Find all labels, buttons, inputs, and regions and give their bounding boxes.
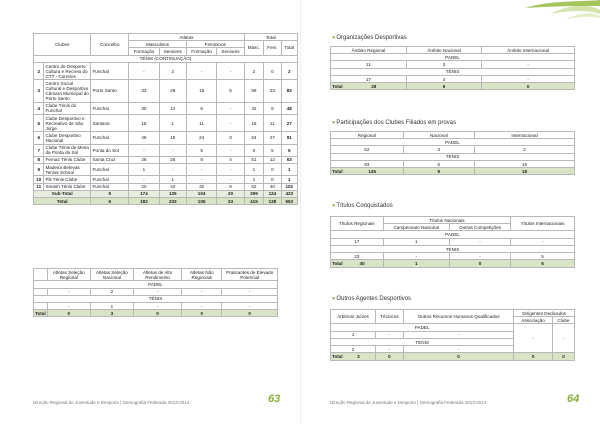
club-row <box>34 102 298 114</box>
bullet-icon: » <box>332 296 336 302</box>
t2-header-elevado-potencial: Praticantes de Elevado Potencial <box>222 269 278 281</box>
part-section-tenis: TÉNIS <box>331 153 575 160</box>
club-concelho: Porto Santo <box>91 80 129 102</box>
club-tot: 48 <box>281 102 297 114</box>
subtotal-masc: 299 <box>244 190 264 197</box>
ag-total-c3: 0 <box>514 353 553 360</box>
club-concelho: Santana <box>91 114 129 131</box>
club-fs: - <box>217 62 244 79</box>
t2-section-tenis: TÉNIS <box>34 295 278 302</box>
ag-merged-associacao: - <box>514 324 553 353</box>
club-row-number: 7 <box>34 144 44 156</box>
tit-padel-c3: - <box>511 238 575 245</box>
club-masc: 64 <box>244 132 264 144</box>
club-tot: 91 <box>281 132 297 144</box>
club-fs: - <box>217 144 244 156</box>
part-tenis-c2: 16 <box>474 160 574 167</box>
total-fs: 33 <box>217 198 244 205</box>
club-fem: 5 <box>264 144 281 156</box>
part-total-c2: 18 <box>474 168 574 175</box>
club-mf: 30 <box>129 102 159 114</box>
header-femininos: Femininos <box>186 41 244 48</box>
heading-titulos-text: Títulos Conquistados <box>336 203 393 209</box>
right-page-number: 64 <box>567 393 580 405</box>
org-total-cell <box>331 83 407 90</box>
club-masc: 59 <box>244 80 264 102</box>
club-mf: 33 <box>129 80 159 102</box>
header-formacao-f: Formação <box>186 48 216 55</box>
subtotal-ms: 125 <box>159 190 186 197</box>
heading-organizacoes-text: Organizações Desportivas <box>336 35 407 41</box>
org-header-internacional: Âmbito Internacional <box>482 47 575 54</box>
t2-header-nao-regionais: Atletas Não Regionais <box>182 269 222 281</box>
club-row-number: 4 <box>34 102 44 114</box>
ag-total-c1: 0 <box>376 353 404 360</box>
club-fs: 4 <box>217 156 244 163</box>
ag-total-label: Total <box>332 354 343 359</box>
athletes-selection-table <box>33 268 278 317</box>
club-fem: 0 <box>264 62 281 79</box>
left-footer: Direção Regional de Juventude e Desporto | Demografia Federada 2013-2014 <box>33 400 190 405</box>
org-header-regional: Âmbito Regional <box>331 47 407 54</box>
club-ff: 5 <box>186 144 216 156</box>
club-ff: 24 <box>186 132 216 144</box>
tit-header-nacionais: Títulos Nacionais <box>383 217 511 224</box>
club-concelho: Funchal <box>91 164 129 176</box>
club-tot: 2 <box>281 62 297 79</box>
total-ff: 105 <box>186 198 216 205</box>
tit-header-regionais: Títulos Regionais <box>331 217 384 231</box>
bullet-icon: » <box>332 35 336 41</box>
tit-padel-c2: - <box>449 238 510 245</box>
ag-total-c2: 0 <box>403 353 513 360</box>
tit-section-padel: PADEL <box>331 231 575 238</box>
ag-header-clube: Clube <box>553 317 575 324</box>
club-row <box>34 156 298 163</box>
club-masc: 62 <box>244 183 264 190</box>
club-mf: - <box>129 62 159 79</box>
subtotal-ff: 104 <box>186 190 216 197</box>
header-formacao-m: Formação <box>129 48 159 55</box>
subtotal-tot: 423 <box>281 190 297 197</box>
org-padel-c2: - <box>482 61 575 68</box>
club-tot: 102 <box>281 183 297 190</box>
club-concelho: Santa Cruz <box>91 156 129 163</box>
t2-padel-c1: 2 <box>90 288 133 295</box>
header-seniores-f: Seniores <box>217 48 244 55</box>
club-row <box>34 183 298 190</box>
ag-padel-c1: - <box>376 331 404 338</box>
club-row-number: 2 <box>34 62 44 79</box>
part-total-c1: 9 <box>403 168 474 175</box>
club-fem: 23 <box>264 80 281 102</box>
subtotal-mf: 174 <box>129 190 159 197</box>
club-fem: 11 <box>264 114 281 131</box>
t2-total-c4: 0 <box>222 310 278 317</box>
club-ms: 26 <box>159 80 186 102</box>
header-atletas: Atletas <box>129 34 244 41</box>
club-name: Centro de Desporto Cultura e Recreio do CTT - Correios <box>44 62 91 79</box>
t2-total-c0: 0 <box>47 310 90 317</box>
club-mf: 26 <box>129 156 159 163</box>
t2-total-c3: 0 <box>182 310 222 317</box>
club-ff: 11 <box>186 114 216 131</box>
tit-total-c2: 0 <box>449 260 510 267</box>
org-header-nacional: Âmbito Nacional <box>406 47 481 54</box>
org-tenis-c1: 4 <box>406 75 481 82</box>
t2-padel-c2: - <box>133 288 181 295</box>
t2-tenis-empty <box>34 302 48 309</box>
heading-organizacoes <box>332 35 407 41</box>
part-header-internacional: Internacional <box>474 132 574 139</box>
club-name: Pili Ténis Clube <box>44 176 91 183</box>
part-total-cell <box>331 168 404 175</box>
tit-section-tenis: TÉNIS <box>331 245 575 252</box>
org-padel-c0: 11 <box>331 61 407 68</box>
part-tenis-c0: 93 <box>331 160 404 167</box>
part-padel-c1: 3 <box>403 146 474 153</box>
tit-total-label: Total <box>332 261 343 266</box>
heading-agentes-text: Outros Agentes Desportivos <box>336 296 412 302</box>
clubs-athletes-table <box>33 33 298 205</box>
club-row-number: 5 <box>34 114 44 131</box>
org-section-tenis: TÉNIS <box>331 68 575 75</box>
part-total-c0: 145 <box>368 168 377 174</box>
total-ms: 233 <box>159 198 186 205</box>
club-concelho: Funchal <box>91 132 129 144</box>
club-row <box>34 132 298 144</box>
tit-total-cell <box>331 260 384 267</box>
club-row <box>34 164 298 176</box>
ag-total-c0: 3 <box>357 354 360 359</box>
club-name: Clube Desportivo e Recreativo de São Jorge <box>44 114 91 131</box>
club-concelho: Funchal <box>91 62 129 79</box>
total-masc: 415 <box>244 198 264 205</box>
subtotal-fem: 124 <box>264 190 281 197</box>
t2-tenis-c1: 1 <box>90 302 133 309</box>
tit-padel-c0: 17 <box>331 238 384 245</box>
club-name: Centro Social Cultural e Desportivo Câmara Municipal do Porto Santo <box>44 80 91 102</box>
tit-total-c3: 5 <box>511 260 575 267</box>
tit-total-c0: 40 <box>359 261 365 266</box>
part-total-label: Total <box>332 168 343 174</box>
club-mf: - <box>129 176 159 183</box>
part-tenis-c1: 6 <box>403 160 474 167</box>
club-fs: 8 <box>217 183 244 190</box>
club-mf: 15 <box>129 114 159 131</box>
tit-header-campeonato: Campeonato Nacional <box>383 224 449 231</box>
club-fs: - <box>217 102 244 114</box>
t2-padel-empty <box>34 288 48 295</box>
heading-titulos <box>332 203 393 209</box>
org-total-c0: 28 <box>371 83 377 89</box>
ag-padel-c2: - <box>403 331 513 338</box>
club-masc: 1 <box>244 176 264 183</box>
club-row-number: 6 <box>34 132 44 144</box>
t2-section-padel: PADEL <box>34 281 278 288</box>
subtotal-concelho: 5 <box>91 190 129 197</box>
club-ff: 32 <box>186 183 216 190</box>
clubs-table-body <box>34 62 298 190</box>
club-ms: 42 <box>159 183 186 190</box>
header-concelho: Concelho <box>91 34 129 56</box>
club-row <box>34 176 298 183</box>
club-row-number: 8 <box>34 156 44 163</box>
part-header-regional: Regional <box>331 132 404 139</box>
ag-total-cell <box>331 353 376 360</box>
club-fem: 27 <box>264 132 281 144</box>
club-ms: 25 <box>159 156 186 163</box>
ag-header-associacao: Associação <box>514 317 553 324</box>
club-name: Clube Ténis do Funchal <box>44 102 91 114</box>
part-header-nacional: Nacional <box>403 132 474 139</box>
tit-padel-c1: 1 <box>383 238 449 245</box>
total-label: Total <box>34 198 91 205</box>
ag-merged-clube: - <box>553 324 575 353</box>
header-masculinos: Masculinos <box>129 41 187 48</box>
t2-padel-c3: - <box>182 288 222 295</box>
club-ff: 18 <box>186 80 216 102</box>
ag-section-padel: PADEL <box>331 324 514 331</box>
participacoes-table <box>330 131 575 175</box>
subtotal-fs: 20 <box>217 190 244 197</box>
left-page-number: 63 <box>268 393 281 405</box>
heading-agentes <box>332 296 411 302</box>
t2-padel-c4: - <box>222 288 278 295</box>
club-fs: 3 <box>217 132 244 144</box>
club-name: Clube Ténis de Mesa da Ponta do Sol <box>44 144 91 156</box>
total-row <box>34 198 298 205</box>
ag-header-recursos: Outros Recursos Humanos Qualificados <box>403 310 513 324</box>
heading-participacoes <box>332 120 456 126</box>
ag-header-tecnicos: Técnicos <box>376 310 404 324</box>
club-name: Fernaz Ténis Clube <box>44 156 91 163</box>
t2-header-selecao-nacional: Atletas Seleção Nacional <box>90 269 133 281</box>
t2-total-row <box>34 310 278 317</box>
t2-header-alto-rendimento: Atletas de Alto Rendimento <box>133 269 181 281</box>
club-fem: 0 <box>264 164 281 176</box>
club-tot: 27 <box>281 114 297 131</box>
header-seniores-m: Seniores <box>159 48 186 55</box>
ag-section-tenis: TÉNIS <box>331 338 514 345</box>
club-fs: 5 <box>217 80 244 102</box>
club-mf: 49 <box>129 132 159 144</box>
club-mf: 20 <box>129 183 159 190</box>
org-padel-c1: 3 <box>406 61 481 68</box>
bullet-icon: » <box>332 203 336 209</box>
club-row-number: 11 <box>34 183 44 190</box>
t2-header-selecao-regional: Atletas Seleção Regional <box>47 269 90 281</box>
club-masc: 2 <box>244 62 264 79</box>
header-total: Total <box>244 34 297 41</box>
org-tenis-c2: - <box>482 75 575 82</box>
t2-padel-row <box>34 288 278 295</box>
tit-header-outras: Outras Competições <box>449 224 510 231</box>
club-masc: 0 <box>244 144 264 156</box>
club-ms: 15 <box>159 132 186 144</box>
t2-tenis-c3: - <box>182 302 222 309</box>
part-padel-c0: 52 <box>331 146 404 153</box>
club-tot: 82 <box>281 80 297 102</box>
club-tot: 63 <box>281 156 297 163</box>
org-total-label: Total <box>332 83 343 89</box>
t2-total-label: Total <box>35 310 46 316</box>
titulos-table <box>330 216 575 268</box>
club-concelho: Ponta do Sol <box>91 144 129 156</box>
tit-tenis-c3: 5 <box>511 253 575 260</box>
club-concelho: Funchal <box>91 183 129 190</box>
header-masc: Masc. <box>244 41 264 55</box>
org-total-c2: 0 <box>482 83 575 90</box>
tit-tenis-c2: - <box>449 253 510 260</box>
club-name: Smash Ténis Clube <box>44 183 91 190</box>
ag-padel-c0: 1 <box>331 331 376 338</box>
header-total-col: Total <box>281 41 297 55</box>
subtotal-label: Sub-Total <box>34 190 91 197</box>
club-row-number: 3 <box>34 80 44 102</box>
subtotal-row <box>34 190 298 197</box>
org-tenis-c0: 17 <box>331 75 407 82</box>
ag-header-arbitros: Árbitros/ Juízes <box>331 310 376 324</box>
ag-total-c4: 0 <box>553 353 575 360</box>
organizacoes-table <box>330 46 575 90</box>
club-masc: 42 <box>244 102 264 114</box>
tit-tenis-c0: 23 <box>331 253 384 260</box>
ag-header-dirigentes: Dirigentes Dedicados <box>514 310 575 317</box>
club-ff: 6 <box>186 102 216 114</box>
club-ms: 1 <box>159 176 186 183</box>
t2-tenis-c0: - <box>47 302 90 309</box>
club-masc: 1 <box>244 164 264 176</box>
part-section-padel: PADEL <box>331 139 575 146</box>
club-fem: 0 <box>264 176 281 183</box>
header-clubes: Clubes <box>34 34 91 56</box>
club-fs: - <box>217 176 244 183</box>
bullet-icon: » <box>332 120 336 126</box>
agentes-table <box>330 309 575 361</box>
t2-tenis-row <box>34 302 278 309</box>
ag-tenis-c2: - <box>403 346 513 353</box>
club-name: Madeira Belevas Tennis School <box>44 164 91 176</box>
club-tot: 1 <box>281 164 297 176</box>
club-concelho: Funchal <box>91 176 129 183</box>
club-ms: 12 <box>159 102 186 114</box>
club-fs: - <box>217 114 244 131</box>
t2-padel-c0: - <box>47 288 90 295</box>
club-mf: - <box>129 144 159 156</box>
ag-tenis-c1: - <box>376 346 404 353</box>
total-mf: 182 <box>129 198 159 205</box>
header-fem: Fem. <box>264 41 281 55</box>
club-fem: 12 <box>264 156 281 163</box>
section-tenis-continuacao: TÉNIS (CONTINUAÇÃO) <box>34 55 298 62</box>
ag-tenis-c0: 2 <box>331 346 376 353</box>
total-tot: 553 <box>281 198 297 205</box>
org-section-padel: PADEL <box>331 54 575 61</box>
club-concelho: Funchal <box>91 102 129 114</box>
club-tot: 1 <box>281 176 297 183</box>
club-row-number: 9 <box>34 164 44 176</box>
club-row <box>34 62 298 79</box>
club-ff: - <box>186 62 216 79</box>
club-ms: - <box>159 164 186 176</box>
club-ff: 8 <box>186 156 216 163</box>
club-ff: - <box>186 176 216 183</box>
club-row-number: 10 <box>34 176 44 183</box>
club-tot: 5 <box>281 144 297 156</box>
t2-tenis-c2: - <box>133 302 181 309</box>
total-fem: 138 <box>264 198 281 205</box>
club-ms: 1 <box>159 114 186 131</box>
club-fem: 6 <box>264 102 281 114</box>
club-ms: - <box>159 144 186 156</box>
club-fs: - <box>217 164 244 176</box>
heading-participacoes-text: Participações dos Clubes Filiados em provas <box>336 120 457 126</box>
club-row <box>34 114 298 131</box>
club-row <box>34 144 298 156</box>
total-concelho: 6 <box>91 198 129 205</box>
club-name: Clube Desportivo Nacional <box>44 132 91 144</box>
club-fem: 40 <box>264 183 281 190</box>
club-ff: - <box>186 164 216 176</box>
t2-header-empty <box>34 269 48 281</box>
tit-tenis-c1: - <box>383 253 449 260</box>
club-masc: 51 <box>244 156 264 163</box>
club-ms: 2 <box>159 62 186 79</box>
club-row <box>34 80 298 102</box>
tit-header-internacionais: Títulos Internacionais <box>511 217 575 231</box>
club-masc: 16 <box>244 114 264 131</box>
tit-total-c1: 1 <box>383 260 449 267</box>
right-footer: Direção Regional de Juventude e Desporto | Demografia Federada 2013-2014 <box>330 400 487 405</box>
org-total-c1: 6 <box>406 83 481 90</box>
t2-total-c2: 0 <box>133 310 181 317</box>
t2-total-c1: 3 <box>90 310 133 317</box>
club-mf: 1 <box>129 164 159 176</box>
t2-tenis-c4: - <box>222 302 278 309</box>
part-padel-c2: 2 <box>474 146 574 153</box>
